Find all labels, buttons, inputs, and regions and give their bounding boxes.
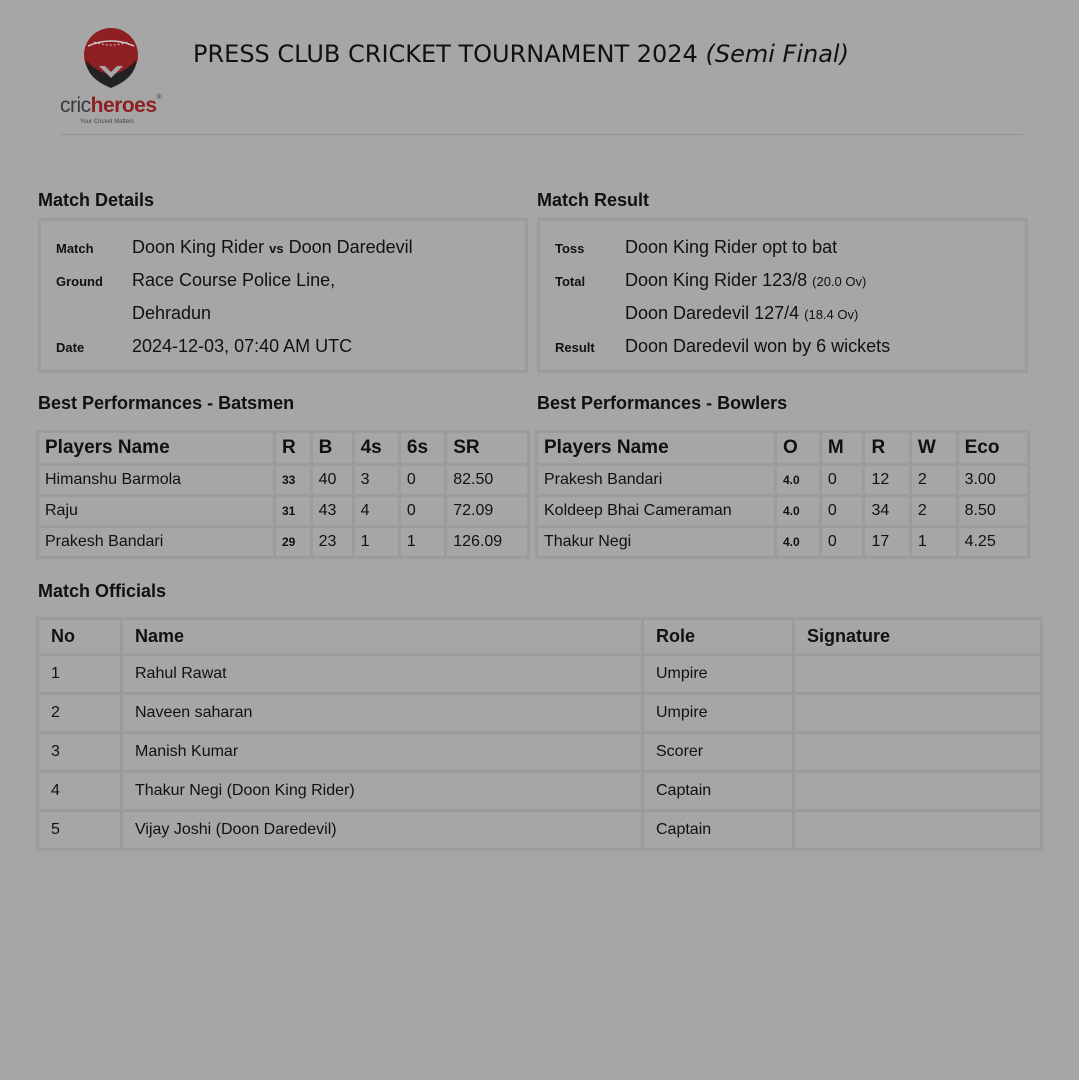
official-role: Captain	[644, 773, 792, 809]
official-no: 1	[39, 656, 120, 692]
batsman-sixes: 1	[401, 528, 444, 556]
batsman-balls: 43	[313, 497, 352, 525]
col-signature: Signature	[795, 620, 1040, 653]
col-wickets: W	[912, 433, 956, 463]
col-strike-rate: SR	[447, 433, 527, 463]
batsman-balls: 23	[313, 528, 352, 556]
official-signature	[795, 656, 1040, 692]
bowler-overs: 4.0	[777, 466, 819, 494]
official-no: 2	[39, 695, 120, 731]
officials-header-row	[39, 620, 1040, 653]
bowler-economy: 8.50	[959, 497, 1027, 525]
bowler-name: Koldeep Bhai Cameraman	[538, 497, 774, 525]
officials-table	[36, 617, 1043, 851]
bowler-maidens: 0	[822, 497, 863, 525]
batsman-sixes: 0	[401, 466, 444, 494]
official-role: Umpire	[644, 695, 792, 731]
date-label: Date	[56, 340, 85, 355]
bowlers-header-row	[538, 433, 1027, 463]
batsman-name: Prakesh Bandari	[39, 528, 273, 556]
bowler-maidens: 0	[822, 466, 863, 494]
col-runs: R	[276, 433, 310, 463]
team-b: Doon Daredevil	[288, 237, 413, 257]
team-a: Doon King Rider	[132, 237, 265, 257]
bowler-overs: 4.0	[777, 497, 819, 525]
table-row	[39, 695, 1040, 731]
table-row	[538, 497, 1027, 525]
table-row	[39, 528, 527, 556]
vs-label: vs	[269, 241, 284, 256]
total2-overs: (18.4 Ov)	[804, 307, 859, 322]
total1-overs: (20.0 Ov)	[812, 274, 867, 289]
official-name: Vijay Joshi (Doon Daredevil)	[123, 812, 641, 848]
tournament-stage: (Semi Final)	[705, 40, 849, 68]
batsman-strike-rate: 126.09	[447, 528, 527, 556]
table-row	[39, 734, 1040, 770]
official-name: Naveen saharan	[123, 695, 641, 731]
bowler-name: Prakesh Bandari	[538, 466, 774, 494]
ground-line1: Race Course Police Line,	[132, 270, 336, 290]
tournament-title: PRESS CLUB CRICKET TOURNAMENT 2024	[193, 40, 698, 68]
official-name: Rahul Rawat	[123, 656, 641, 692]
batsman-runs: 33	[276, 466, 310, 494]
col-players-name: Players Name	[538, 433, 774, 463]
match-value	[132, 237, 413, 258]
batsman-runs: 31	[276, 497, 310, 525]
col-name: Name	[123, 620, 641, 653]
official-role: Umpire	[644, 656, 792, 692]
bowler-wickets: 2	[912, 497, 956, 525]
bowler-economy: 3.00	[959, 466, 1027, 494]
bowler-runs: 34	[865, 497, 908, 525]
brand-name	[60, 94, 161, 118]
batsman-sixes: 0	[401, 497, 444, 525]
col-overs: O	[777, 433, 819, 463]
official-no: 3	[39, 734, 120, 770]
batsman-fours: 3	[355, 466, 398, 494]
bowler-wickets: 1	[912, 528, 956, 556]
table-row	[538, 466, 1027, 494]
official-no: 4	[39, 773, 120, 809]
table-row	[39, 773, 1040, 809]
match-details-heading: Match Details	[38, 190, 155, 210]
table-row	[39, 812, 1040, 848]
col-fours: 4s	[355, 433, 398, 463]
official-no: 5	[39, 812, 120, 848]
bowler-economy: 4.25	[959, 528, 1027, 556]
table-row	[39, 466, 527, 494]
toss-label: Toss	[555, 241, 585, 256]
batsman-balls: 40	[313, 466, 352, 494]
official-name: Manish Kumar	[123, 734, 641, 770]
batsman-name: Raju	[39, 497, 273, 525]
official-signature	[795, 773, 1040, 809]
bowler-wickets: 2	[912, 466, 956, 494]
official-name: Thakur Negi (Doon King Rider)	[123, 773, 641, 809]
brand-trademark: ®	[156, 94, 162, 101]
col-sixes: 6s	[401, 433, 444, 463]
ground-label: Ground	[56, 274, 103, 289]
bowler-maidens: 0	[822, 528, 863, 556]
bowler-overs: 4.0	[777, 528, 819, 556]
col-role: Role	[644, 620, 792, 653]
official-signature	[795, 695, 1040, 731]
col-economy: Eco	[959, 433, 1027, 463]
batsmen-header-row	[39, 433, 527, 463]
officials-heading: Match Officials	[38, 581, 167, 601]
date-value: 2024-12-03, 07:40 AM UTC	[132, 336, 353, 356]
page-title	[193, 40, 849, 68]
brand-heroes: heroes	[90, 94, 157, 117]
bowlers-heading: Best Performances - Bowlers	[537, 393, 788, 413]
result-value: Doon Daredevil won by 6 wickets	[625, 336, 891, 356]
toss-value: Doon King Rider opt to bat	[625, 237, 838, 257]
header-divider	[60, 134, 1023, 135]
table-row	[538, 528, 1027, 556]
col-no: No	[39, 620, 120, 653]
official-signature	[795, 734, 1040, 770]
table-row	[39, 497, 527, 525]
col-balls: B	[313, 433, 352, 463]
total1-score: Doon King Rider 123/8	[625, 270, 808, 290]
official-role: Captain	[644, 812, 792, 848]
col-players-name: Players Name	[39, 433, 273, 463]
col-runs: R	[865, 433, 908, 463]
batsmen-table	[36, 430, 530, 559]
match-label: Match	[56, 241, 94, 256]
batsman-name: Himanshu Barmola	[39, 466, 273, 494]
batsman-fours: 4	[355, 497, 398, 525]
batsman-runs: 29	[276, 528, 310, 556]
bowler-runs: 12	[865, 466, 908, 494]
match-details-card	[38, 218, 528, 373]
batsmen-heading: Best Performances - Batsmen	[38, 393, 295, 413]
batsman-strike-rate: 82.50	[447, 466, 527, 494]
official-role: Scorer	[644, 734, 792, 770]
batsman-strike-rate: 72.09	[447, 497, 527, 525]
match-result-card	[537, 218, 1028, 373]
batsman-fours: 1	[355, 528, 398, 556]
bowlers-table	[535, 430, 1030, 559]
ground-line2: Dehradun	[132, 303, 212, 323]
bowler-runs: 17	[865, 528, 908, 556]
cricket-ball-icon	[82, 26, 140, 92]
result-label: Result	[555, 340, 595, 355]
brand-cric: cric	[60, 94, 91, 117]
bowler-name: Thakur Negi	[538, 528, 774, 556]
table-row	[39, 656, 1040, 692]
col-maidens: M	[822, 433, 863, 463]
total2-score: Doon Daredevil 127/4	[625, 303, 800, 323]
match-result-heading: Match Result	[537, 190, 650, 210]
official-signature	[795, 812, 1040, 848]
total2	[625, 303, 858, 324]
total-label: Total	[555, 274, 586, 289]
cricheroes-logo	[58, 26, 170, 126]
brand-tagline: Your Cricket Matters	[80, 119, 135, 125]
total1	[625, 270, 866, 291]
